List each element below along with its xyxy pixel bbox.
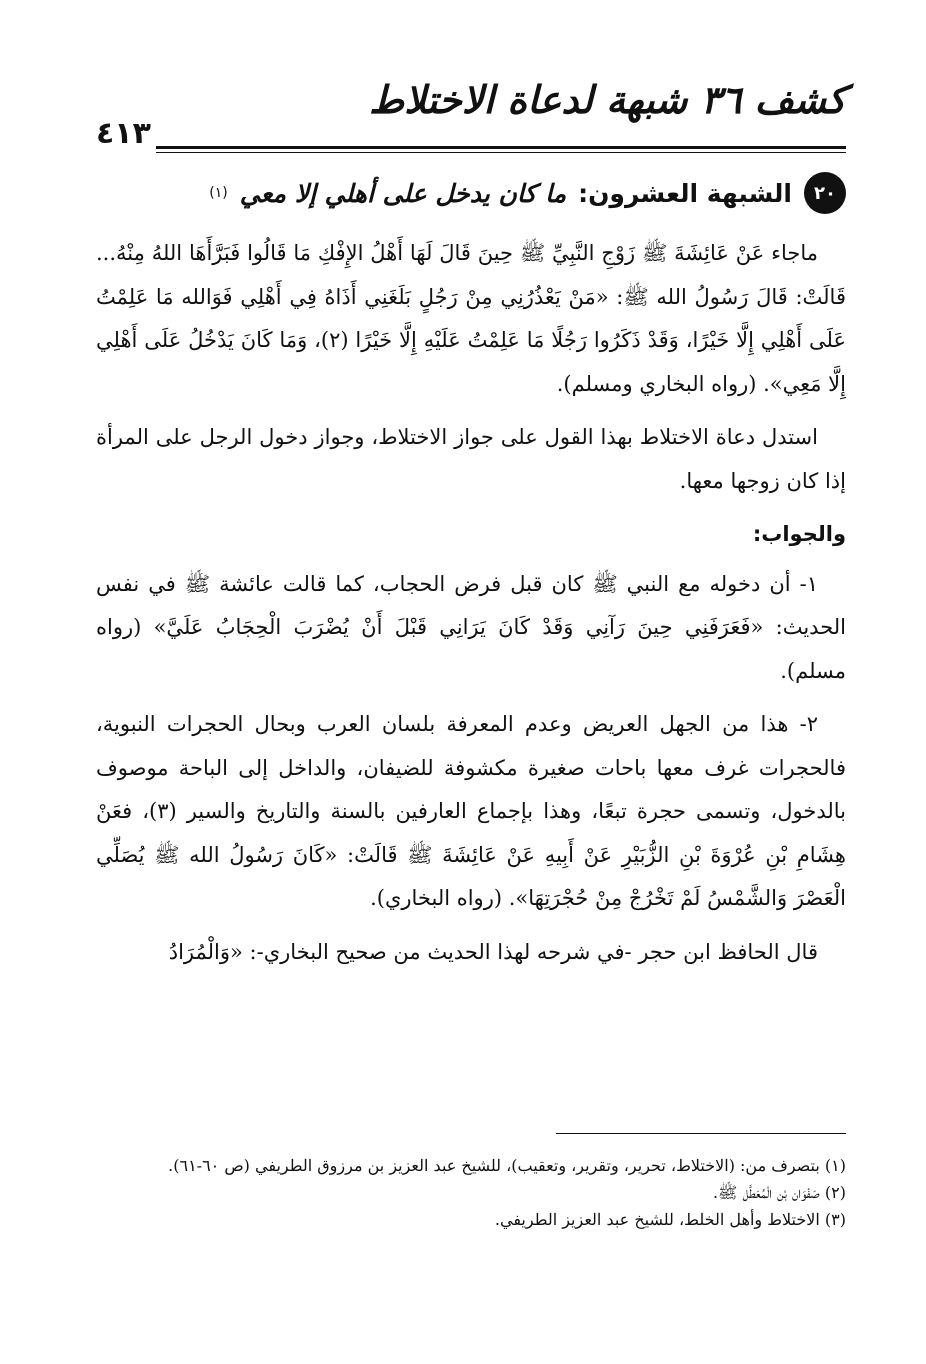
section-title: ما كان يدخل على أهلي إلا معي xyxy=(239,178,567,208)
running-header xyxy=(96,66,846,156)
footnote-ref-1: (١) xyxy=(209,185,228,201)
footnote-2: (٢) صَفْوَان بْن الْمُعَطَّل ﷺ. xyxy=(712,1183,846,1202)
footnotes xyxy=(96,1152,846,1233)
ibn-hajar-paragraph: قال الحافظ ابن حجر -في شرحه لهذا الحديث من صحيح البخاري-: «وَالْمُرَادُ xyxy=(168,939,818,964)
footnote-1: (١) بتصرف من: (الاختلاط، تحرير، وتقرير، وتعقيب)، للشيخ عبد العزيز بن مرزوق الطريفي (ص ٦٠-٦١). xyxy=(168,1156,846,1175)
hadith-paragraph: ماجاء عَنْ عَائِشَةَ ﷺ زَوْجِ النَّبِيِّ ﷺ حِينَ قَالَ لَهَا أَهْلُ الإِفْكِ مَا قَالُوا فَبَرَّأَهَا اللهُ مِنْهُ... قَالَتْ: قَالَ رَسُولُ الله ﷺ: «مَنْ يَعْذُرُنِي مِنْ رَجُلٍ بَلَغَنِي أَذَاهُ فِي أَهْلِي فَوَالله مَا عَلِمْتُ عَلَى أَهْلِي إِلَّا خَيْرًا، وَقَدْ ذَكَرُوا رَجُلًا مَا عَلِمْتُ عَلَيْهِ إِلَّا خَيْرًا (٢)، وَمَا كَانَ يَدْخُلُ عَلَى أَهْلِي إِلَّا مَعِي». (رواه البخاري ومسلم). xyxy=(96,241,846,396)
series-title: كشف ٣٦ شبهة لدعاة الاختلاط xyxy=(369,78,846,122)
section-label: الشبهة العشرون: xyxy=(578,178,792,208)
claim-paragraph: استدل دعاة الاختلاط بهذا القول على جواز الاختلاط، وجواز دخول الرجل على المرأة إذا كان زوجها معها. xyxy=(96,425,846,493)
section-number-badge: ٢٠ xyxy=(804,172,846,214)
section-heading xyxy=(96,172,846,214)
answer-point-1: ١- أن دخوله مع النبي ﷺ كان قبل فرض الحجاب، كما قالت عائشة ﷺ في نفس الحديث: «فَعَرَفَنِي حِينَ رَآنِي وَقَدْ كَانَ يَرَانِي قَبْلَ أَنْ يُضْرَبَ الْحِجَابُ عَلَيَّ» (رواه مسلم). xyxy=(96,571,846,683)
page-number: ٤١٣ xyxy=(96,116,151,151)
footnote-3: (٣) الاختلاط وأهل الخلط، للشيخ عبد العزيز الطريفي. xyxy=(494,1210,846,1229)
header-rule xyxy=(156,146,846,153)
answer-point-2: ٢- هذا من الجهل العريض وعدم المعرفة بلسان العرب وبحال الحجرات النبوية، فالحجرات غرف معها باحات صغيرة مكشوفة للضيفان، والداخل إلى الباحة موصوف بالدخول، وتسمى حجرة تبعًا، وهذا بإجماع العارفين بالسنة والتاريخ والسير (٣)، فعَنْ هِشَامِ بْنِ عُرْوَةَ بْنِ الزُّبَيْرِ عَنْ أَبِيهِ عَنْ عَائِشَةَ ﷺ قَالَتْ: «كَانَ رَسُولُ الله ﷺ يُصَلِّي الْعَصْرَ وَالشَّمْسُ لَمْ تَخْرُجْ مِنْ حُجْرَتِهَا». (رواه البخاري). xyxy=(96,712,846,910)
answer-heading: والجواب: xyxy=(752,522,846,546)
footnote-separator xyxy=(556,1133,846,1134)
page-body xyxy=(96,232,846,984)
